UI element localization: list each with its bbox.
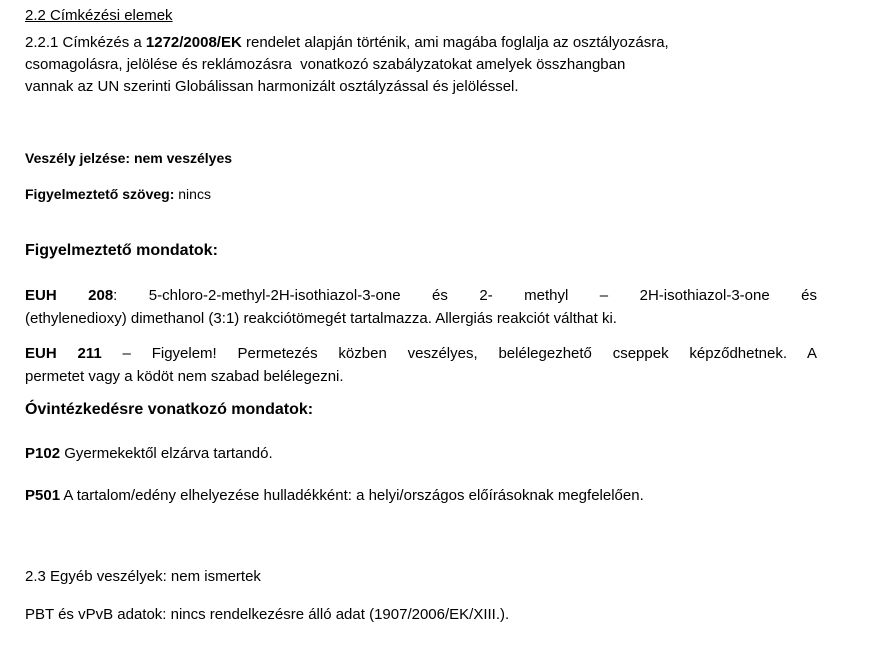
section-2-3-line: 2.3 Egyéb veszélyek: nem ismertek	[25, 568, 261, 585]
paragraph-text: rendelet alapján történik, ami magába foglalja az osztályozásra,	[241, 34, 669, 51]
p102-code: P102	[25, 445, 61, 462]
euh-208-line2: (ethylenedioxy) dimethanol (3:1) reakciótömegét tartalmazza. Allergiás reakciót válthat ki.	[25, 310, 617, 327]
euh-211-text: – Figyelem! Permetezés közben veszélyes, belélegezhető cseppek képződhetnek. A	[101, 345, 817, 362]
section-2-2-heading: 2.2 Címkézési elemek	[25, 7, 173, 24]
pbt-vpvb-line: PBT és vPvB adatok: nincs rendelkezésre álló adat (1907/2006/EK/XIII.).	[25, 606, 510, 623]
labeling-paragraph-line3: vannak az UN szerinti Globálissan harmonizált osztályzással és jelöléssel.	[25, 78, 519, 95]
hazard-sign-line: Veszély jelzése: nem veszélyes	[25, 150, 233, 166]
euh-208-code: EUH 208	[25, 287, 114, 304]
p102-statement	[25, 443, 817, 465]
p102-text: Gyermekektől elzárva tartandó.	[60, 445, 273, 462]
paragraph-text: 2.2.1 Címkézés a	[25, 34, 146, 51]
precautionary-statements-heading: Óvintézkedésre vonatkozó mondatok:	[25, 401, 314, 418]
labeling-paragraph	[25, 32, 817, 98]
regulation-number: 1272/2008/EK	[145, 34, 242, 51]
p501-statement	[25, 485, 817, 507]
euh-208-line1	[25, 284, 817, 307]
euh-211-line2: permetet vagy a ködöt nem szabad belélegezni.	[25, 368, 344, 385]
warning-text-value: nincs	[174, 186, 211, 202]
labeling-paragraph-line2: csomagolásra, jelölése és reklámozásra vonatkozó szabályzatokat amelyek összhangban	[25, 56, 626, 73]
euh-208-text: : 5-chloro-2-methyl-2H-isothiazol-3-one és 2- methyl – 2H-isothiazol-3-one és	[113, 287, 817, 304]
warning-text-label: Figyelmeztető szöveg:	[25, 186, 175, 202]
p501-code: P501	[25, 487, 61, 504]
euh-211-code: EUH 211	[25, 345, 102, 362]
warning-text-line	[25, 184, 817, 204]
euh-211-statement	[25, 342, 817, 388]
p501-text: A tartalom/edény elhelyezése hulladékként: a helyi/országos előírásoknak megfelelően.	[60, 487, 644, 504]
labeling-paragraph-line1	[25, 32, 817, 54]
euh-211-line1	[25, 342, 817, 365]
warning-statements-heading: Figyelmeztető mondatok:	[25, 242, 218, 259]
euh-208-statement	[25, 284, 817, 330]
